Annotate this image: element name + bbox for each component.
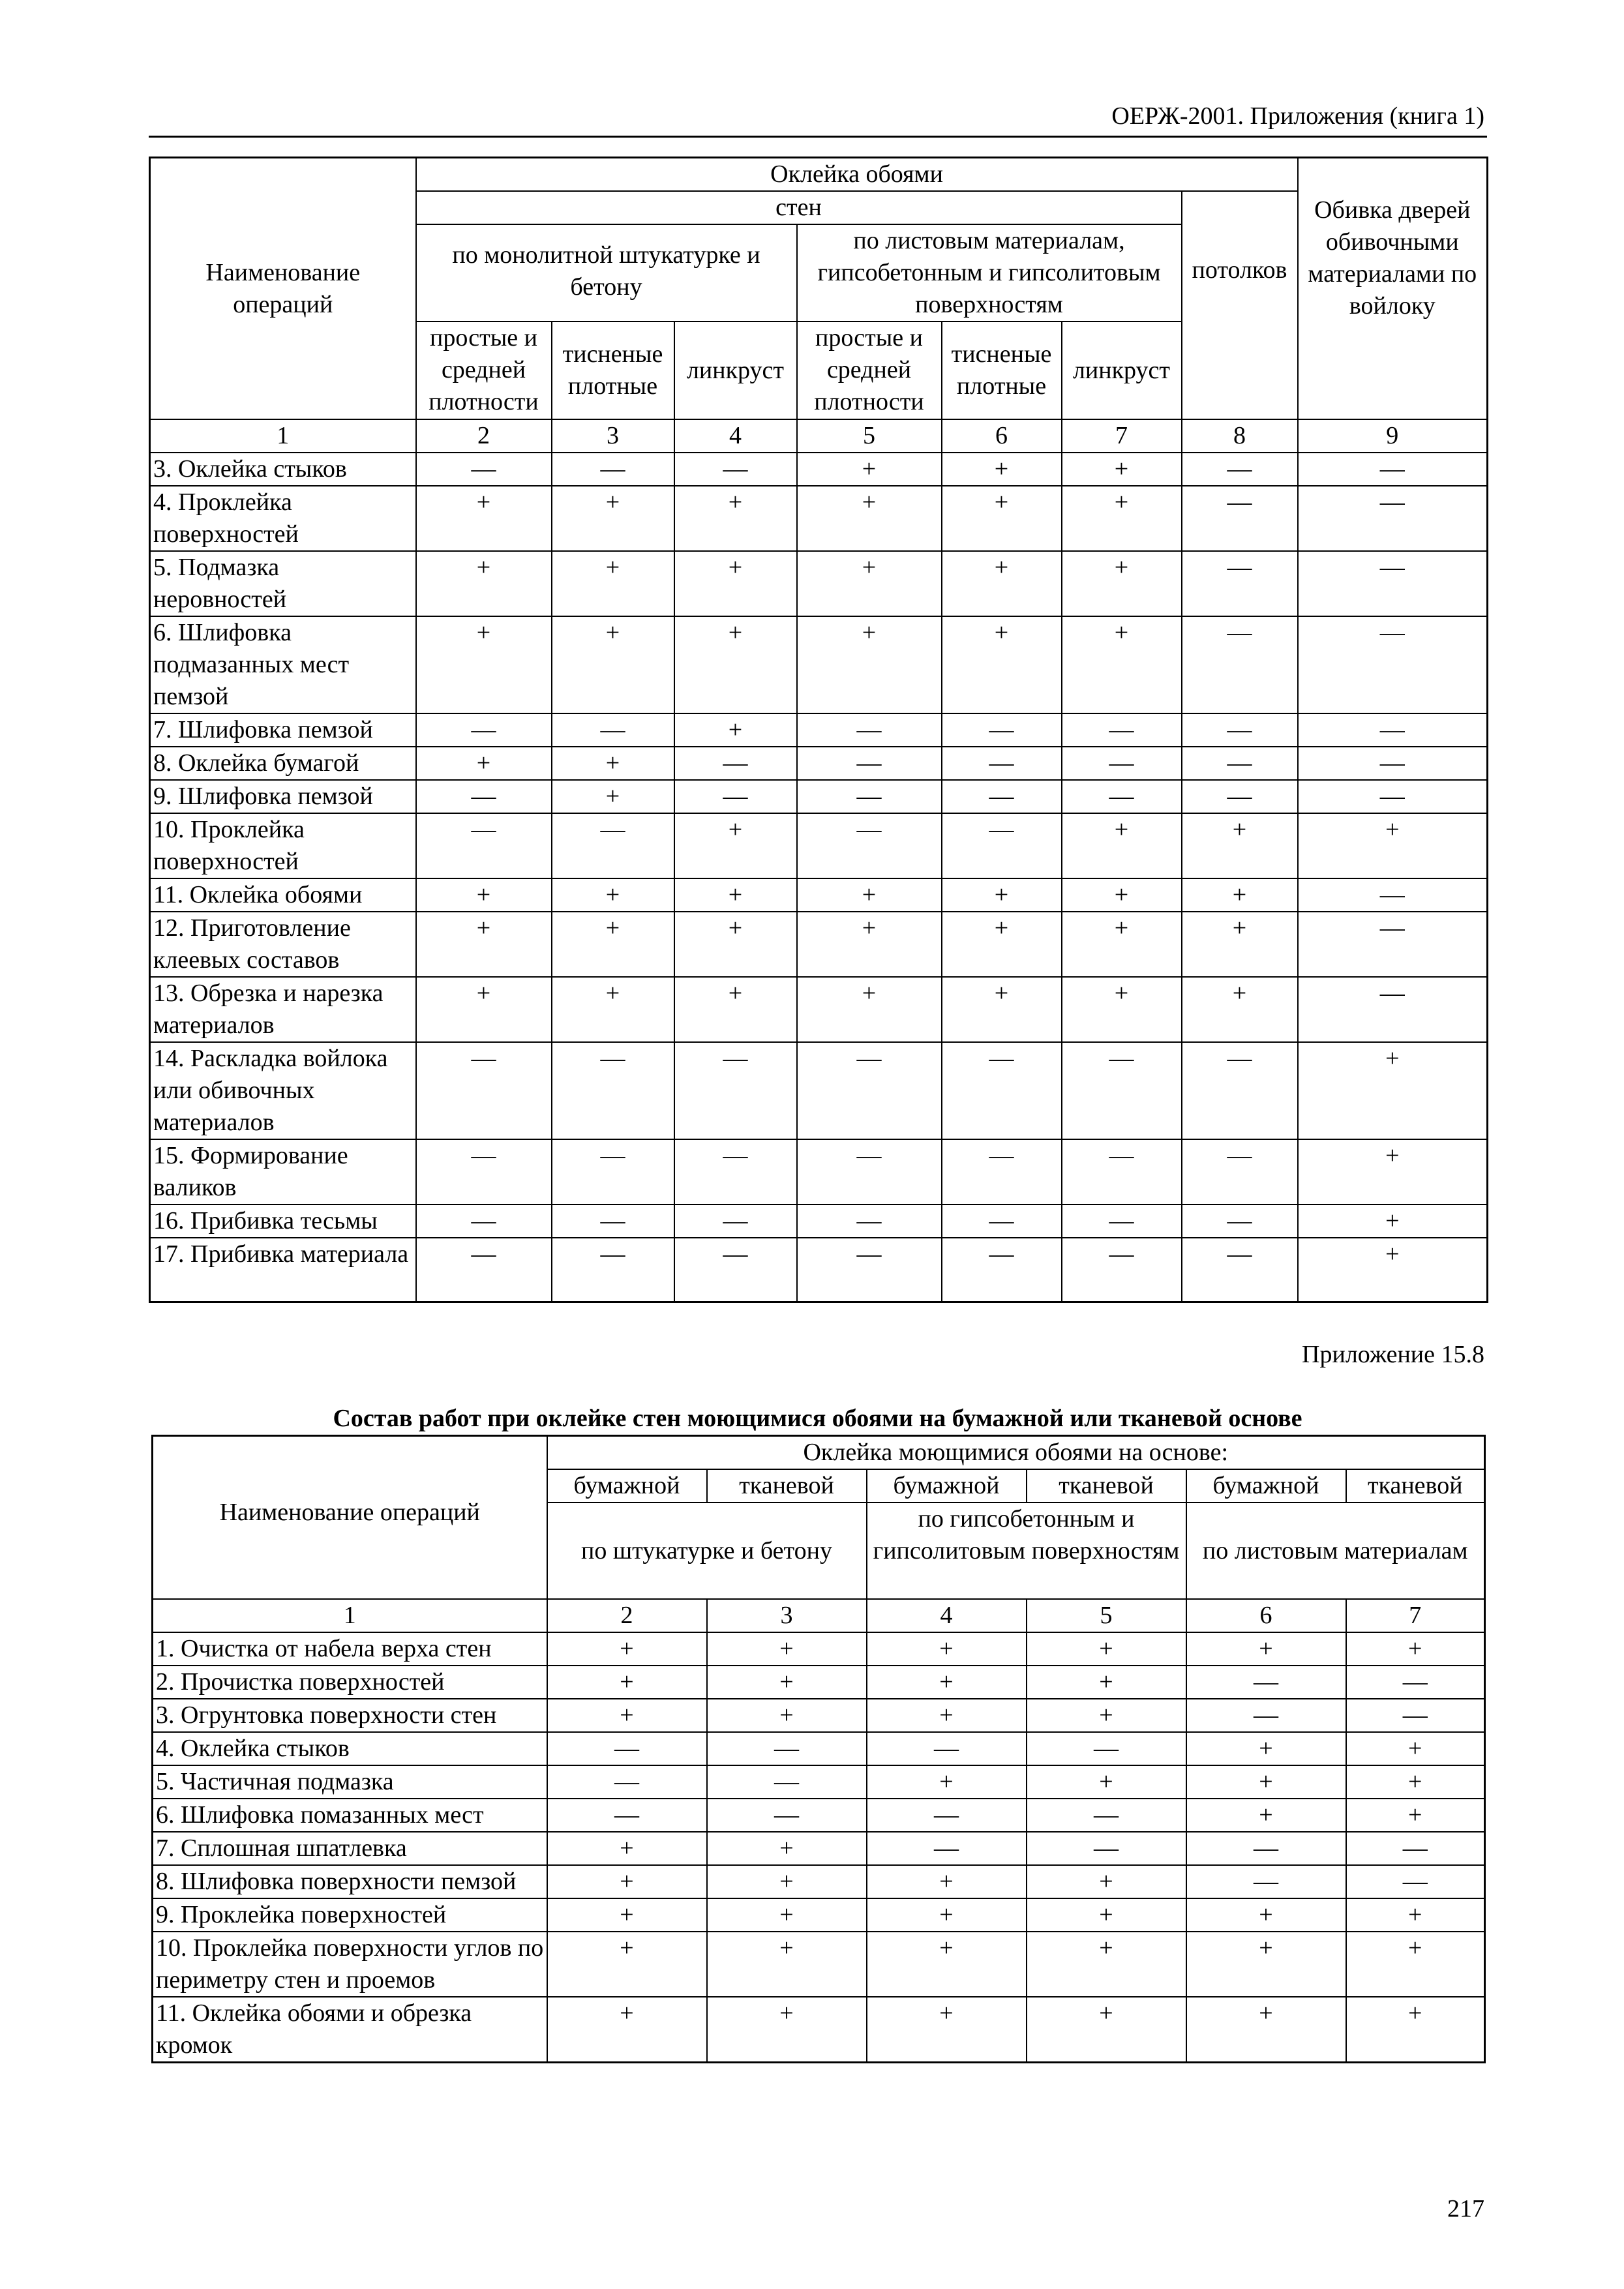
mark-cell: + [547,1666,707,1699]
mark-cell: — [1182,747,1298,780]
header-embossed-1: тисненые плотные [552,322,674,419]
mark-cell: — [552,813,674,878]
operation-name: 10. Проклейка поверхности углов по периметру стен и проемов [153,1932,547,1997]
operation-name: 16. Прибивка тесьмы [150,1204,416,1238]
mark-cell: + [1062,551,1182,616]
mark-cell: + [867,1699,1027,1732]
table-row [150,1204,1488,1238]
header-fabric-2: тканевой [1027,1469,1186,1503]
mark-cell: — [547,1765,707,1799]
mark-cell: + [674,486,797,551]
mark-cell: + [547,1699,707,1732]
header-monolithic-plaster: по монолитной штукатурке и бетону [416,224,797,322]
mark-cell: + [942,486,1062,551]
mark-cell: + [1346,1732,1485,1765]
table-row [150,977,1488,1042]
mark-cell: — [552,1204,674,1238]
header-operation-names: Наименование операций [150,158,416,420]
mark-cell: + [707,1865,867,1898]
mark-cell: — [416,813,552,878]
mark-cell: — [547,1799,707,1832]
mark-cell: — [552,1238,674,1302]
mark-cell: + [867,1997,1027,2063]
mark-cell: — [552,453,674,486]
mark-cell: — [1062,780,1182,813]
mark-cell: — [547,1732,707,1765]
mark-cell: — [1298,551,1488,616]
table-row [150,912,1488,977]
mark-cell: + [1346,1997,1485,2063]
page-number: 217 [1447,2195,1484,2222]
mark-cell: + [1182,977,1298,1042]
mark-cell: — [674,747,797,780]
mark-cell: + [707,1632,867,1666]
mark-cell: + [416,486,552,551]
mark-cell: + [674,616,797,713]
column-number: 7 [1346,1599,1485,1632]
mark-cell: + [552,780,674,813]
operation-name: 11. Оклейка обоями и обрезка кромок [153,1997,547,2063]
mark-cell: + [547,1997,707,2063]
header-operation-names-2: Наименование операций [153,1436,547,1600]
mark-cell: — [674,780,797,813]
mark-cell: — [867,1832,1027,1865]
table-row [153,1666,1485,1699]
mark-cell: — [1298,977,1488,1042]
mark-cell: — [416,1204,552,1238]
mark-cell: — [797,747,942,780]
column-number: 2 [416,419,552,453]
operation-name: 8. Оклейка бумагой [150,747,416,780]
mark-cell: + [552,878,674,912]
mark-cell: + [867,1865,1027,1898]
mark-cell: — [1298,713,1488,747]
mark-cell: — [1182,1204,1298,1238]
operation-name: 1. Очистка от набела верха стен [153,1632,547,1666]
mark-cell: + [1062,912,1182,977]
mark-cell: + [1182,912,1298,977]
mark-cell: + [707,1699,867,1732]
mark-cell: — [1027,1732,1186,1765]
table-row [153,1732,1485,1765]
mark-cell: + [1062,813,1182,878]
mark-cell: + [1027,1666,1186,1699]
column-number: 6 [1186,1599,1346,1632]
mark-cell: — [1062,713,1182,747]
table-row [153,1932,1485,1997]
operation-name: 9. Проклейка поверхностей [153,1898,547,1932]
mark-cell: — [942,1238,1062,1302]
header-lincrusta-2: линкруст [1062,322,1182,419]
mark-cell: + [1027,1865,1186,1898]
mark-cell: — [1298,878,1488,912]
mark-cell: + [1346,1632,1485,1666]
mark-cell: — [416,713,552,747]
mark-cell: + [1298,1139,1488,1204]
operation-name: 4. Проклейка поверхностей [150,486,416,551]
mark-cell: — [1182,1238,1298,1302]
operation-name: 12. Приготовление клеевых составов [150,912,416,977]
mark-cell: — [416,453,552,486]
mark-cell: + [674,878,797,912]
mark-cell: — [1062,1238,1182,1302]
mark-cell: — [1298,780,1488,813]
operation-name: 3. Огрунтовка поверхности стен [153,1699,547,1732]
mark-cell: + [942,616,1062,713]
mark-cell: + [416,912,552,977]
column-numbers-row [150,419,1488,453]
header-wallpaper: Оклейка обоями [416,158,1298,192]
mark-cell: + [942,551,1062,616]
operation-name: 4. Оклейка стыков [153,1732,547,1765]
mark-cell: — [552,713,674,747]
mark-cell: + [1298,1042,1488,1139]
header-paper-3: бумажной [1186,1469,1346,1503]
table-row [153,1632,1485,1666]
column-number: 7 [1062,419,1182,453]
header-embossed-2: тисненые плотные [942,322,1062,419]
mark-cell: — [416,1238,552,1302]
mark-cell: + [547,1632,707,1666]
mark-cell: — [707,1765,867,1799]
mark-cell: — [942,747,1062,780]
mark-cell: — [1346,1699,1485,1732]
table-row [150,747,1488,780]
mark-cell: — [1346,1865,1485,1898]
mark-cell: + [707,1832,867,1865]
mark-cell: — [942,780,1062,813]
mark-cell: + [1186,1632,1346,1666]
mark-cell: + [707,1898,867,1932]
mark-cell: + [674,912,797,977]
mark-cell: + [797,977,942,1042]
mark-cell: — [867,1799,1027,1832]
operation-name: 2. Прочистка поверхностей [153,1666,547,1699]
mark-cell: — [797,1204,942,1238]
mark-cell: + [416,551,552,616]
operations-table-wallpaper [149,157,1488,1303]
mark-cell: — [942,1204,1062,1238]
mark-cell: + [867,1765,1027,1799]
header-paper-1: бумажной [547,1469,707,1503]
column-number: 9 [1298,419,1488,453]
mark-cell: — [1298,486,1488,551]
mark-cell: + [552,912,674,977]
mark-cell: — [1346,1666,1485,1699]
mark-cell: + [1027,1932,1186,1997]
mark-cell: + [797,616,942,713]
header-walls: стен [416,191,1182,224]
mark-cell: — [1186,1666,1346,1699]
header-plaster-concrete: по штукатурке и бетону [547,1503,867,1599]
mark-cell: — [1298,453,1488,486]
mark-cell: + [674,713,797,747]
mark-cell: + [1186,1997,1346,2063]
mark-cell: + [416,878,552,912]
table-row [150,486,1488,551]
mark-cell: — [1062,747,1182,780]
column-number: 5 [797,419,942,453]
mark-cell: — [1186,1865,1346,1898]
header-simple-2: простые и средней плотности [797,322,942,419]
mark-cell: — [942,813,1062,878]
mark-cell: — [797,780,942,813]
mark-cell: — [1182,453,1298,486]
mark-cell: + [547,1932,707,1997]
header-paper-2: бумажной [867,1469,1027,1503]
mark-cell: — [1062,1042,1182,1139]
mark-cell: + [1186,1799,1346,1832]
table-row [150,1238,1488,1302]
header-washable-wallpaper: Оклейка моющимися обоями на основе: [547,1436,1485,1470]
mark-cell: + [867,1898,1027,1932]
mark-cell: + [1298,1238,1488,1302]
mark-cell: + [1062,453,1182,486]
table-caption: Состав работ при оклейке стен моющимися обоями на бумажной или тканевой основе [333,1405,1302,1432]
mark-cell: + [552,551,674,616]
mark-cell: + [547,1832,707,1865]
mark-cell: + [1062,878,1182,912]
mark-cell: — [552,1042,674,1139]
mark-cell: — [552,1139,674,1204]
running-header-title: ОЕРЖ-2001. Приложения (книга 1) [1111,102,1484,130]
mark-cell: + [416,616,552,713]
running-header [149,98,1487,138]
operation-name: 15. Формирование валиков [150,1139,416,1204]
mark-cell: — [1062,1204,1182,1238]
mark-cell: — [674,453,797,486]
header-fabric-1: тканевой [707,1469,867,1503]
mark-cell: — [797,1042,942,1139]
operation-name: 7. Шлифовка пемзой [150,713,416,747]
mark-cell: — [416,1139,552,1204]
mark-cell: — [1182,1139,1298,1204]
mark-cell: — [1182,713,1298,747]
mark-cell: + [1186,1732,1346,1765]
mark-cell: — [1186,1699,1346,1732]
mark-cell: — [416,780,552,813]
mark-cell: — [674,1042,797,1139]
mark-cell: + [707,1666,867,1699]
mark-cell: + [552,616,674,713]
header-lincrusta-1: линкруст [674,322,797,419]
mark-cell: — [1182,1042,1298,1139]
mark-cell: — [1298,747,1488,780]
operation-name: 13. Обрезка и нарезка материалов [150,977,416,1042]
column-number: 1 [153,1599,547,1632]
mark-cell: + [1027,1699,1186,1732]
mark-cell: + [797,486,942,551]
mark-cell: — [1182,551,1298,616]
operation-name: 8. Шлифовка поверхности пемзой [153,1865,547,1898]
mark-cell: + [674,551,797,616]
mark-cell: + [547,1865,707,1898]
mark-cell: + [1186,1898,1346,1932]
header-gypsum-surfaces: по гипсобетонным и гипсолитовым поверхностям [867,1503,1186,1599]
mark-cell: + [552,747,674,780]
column-number: 3 [707,1599,867,1632]
table-row [153,1832,1485,1865]
operation-name: 5. Подмазка неровностей [150,551,416,616]
column-number: 4 [867,1599,1027,1632]
mark-cell: — [942,1042,1062,1139]
mark-cell: — [1182,486,1298,551]
mark-cell: + [867,1666,1027,1699]
column-numbers-row [153,1599,1485,1632]
table-row [150,551,1488,616]
column-number: 4 [674,419,797,453]
mark-cell: + [942,977,1062,1042]
mark-cell: — [797,1238,942,1302]
mark-cell: — [1062,1139,1182,1204]
table-row [150,616,1488,713]
operation-name: 9. Шлифовка пемзой [150,780,416,813]
mark-cell: — [1182,616,1298,713]
operation-name: 6. Шлифовка подмазанных мест пемзой [150,616,416,713]
mark-cell: + [416,747,552,780]
operation-name: 11. Оклейка обоями [150,878,416,912]
operation-name: 14. Раскладка войлока или обивочных материалов [150,1042,416,1139]
mark-cell: + [797,912,942,977]
table-row [150,780,1488,813]
mark-cell: — [867,1732,1027,1765]
mark-cell: + [942,912,1062,977]
column-number: 5 [1027,1599,1186,1632]
mark-cell: + [867,1932,1027,1997]
table-row [153,1997,1485,2063]
mark-cell: — [707,1732,867,1765]
mark-cell: + [942,878,1062,912]
mark-cell: — [1346,1832,1485,1865]
mark-cell: + [1027,1632,1186,1666]
mark-cell: + [1298,813,1488,878]
mark-cell: — [1298,616,1488,713]
mark-cell: — [674,1238,797,1302]
mark-cell: + [1062,616,1182,713]
table-row [150,1042,1488,1139]
mark-cell: + [1027,1898,1186,1932]
table-row [153,1765,1485,1799]
mark-cell: — [1298,912,1488,977]
mark-cell: + [1186,1932,1346,1997]
table-row [150,713,1488,747]
mark-cell: + [1182,813,1298,878]
operation-name: 3. Оклейка стыков [150,453,416,486]
mark-cell: + [1186,1765,1346,1799]
mark-cell: — [797,1139,942,1204]
operation-name: 10. Проклейка поверхностей [150,813,416,878]
table-row [153,1799,1485,1832]
mark-cell: + [797,551,942,616]
header-sheet-materials: по листовым материалам, гипсобетонным и гипсолитовым поверхностям [797,224,1182,322]
mark-cell: — [1182,780,1298,813]
column-number: 3 [552,419,674,453]
mark-cell: + [942,453,1062,486]
mark-cell: — [1027,1799,1186,1832]
mark-cell: — [797,713,942,747]
mark-cell: + [674,813,797,878]
table-row [153,1865,1485,1898]
table-row [153,1699,1485,1732]
header-ceilings: потолков [1182,191,1298,419]
mark-cell: + [552,977,674,1042]
column-number: 8 [1182,419,1298,453]
mark-cell: + [552,486,674,551]
mark-cell: — [1027,1832,1186,1865]
header-door-upholstery: Обивка дверей обивочными материалами по войлоку [1298,158,1488,420]
mark-cell: — [942,713,1062,747]
mark-cell: + [1346,1765,1485,1799]
mark-cell: + [674,977,797,1042]
mark-cell: + [1062,977,1182,1042]
operation-name: 5. Частичная подмазка [153,1765,547,1799]
mark-cell: + [1346,1799,1485,1832]
mark-cell: + [1182,878,1298,912]
mark-cell: + [547,1898,707,1932]
header-simple-1: простые и средней плотности [416,322,552,419]
operation-name: 17. Прибивка материала [150,1238,416,1302]
mark-cell: + [797,878,942,912]
mark-cell: + [1062,486,1182,551]
mark-cell: + [1298,1204,1488,1238]
table-row [150,878,1488,912]
header-fabric-3: тканевой [1346,1469,1485,1503]
mark-cell: + [1346,1898,1485,1932]
mark-cell: + [1027,1997,1186,2063]
mark-cell: + [707,1997,867,2063]
mark-cell: — [1186,1832,1346,1865]
appendix-label: Приложение 15.8 [1302,1341,1484,1368]
mark-cell: — [942,1139,1062,1204]
mark-cell: — [707,1799,867,1832]
table-row [150,453,1488,486]
mark-cell: + [707,1932,867,1997]
header-sheet-materials-2: по листовым материалам [1186,1503,1485,1599]
mark-cell: — [416,1042,552,1139]
table-row [150,813,1488,878]
mark-cell: + [867,1632,1027,1666]
column-number: 6 [942,419,1062,453]
column-number: 1 [150,419,416,453]
mark-cell: — [674,1204,797,1238]
table-row [150,1139,1488,1204]
table-row [153,1898,1485,1932]
column-number: 2 [547,1599,707,1632]
operations-table-washable-wallpaper [151,1435,1486,2063]
mark-cell: — [797,813,942,878]
operation-name: 6. Шлифовка помазанных мест [153,1799,547,1832]
mark-cell: + [797,453,942,486]
mark-cell: + [416,977,552,1042]
mark-cell: — [674,1139,797,1204]
mark-cell: + [1027,1765,1186,1799]
operation-name: 7. Сплошная шпатлевка [153,1832,547,1865]
mark-cell: + [1346,1932,1485,1997]
